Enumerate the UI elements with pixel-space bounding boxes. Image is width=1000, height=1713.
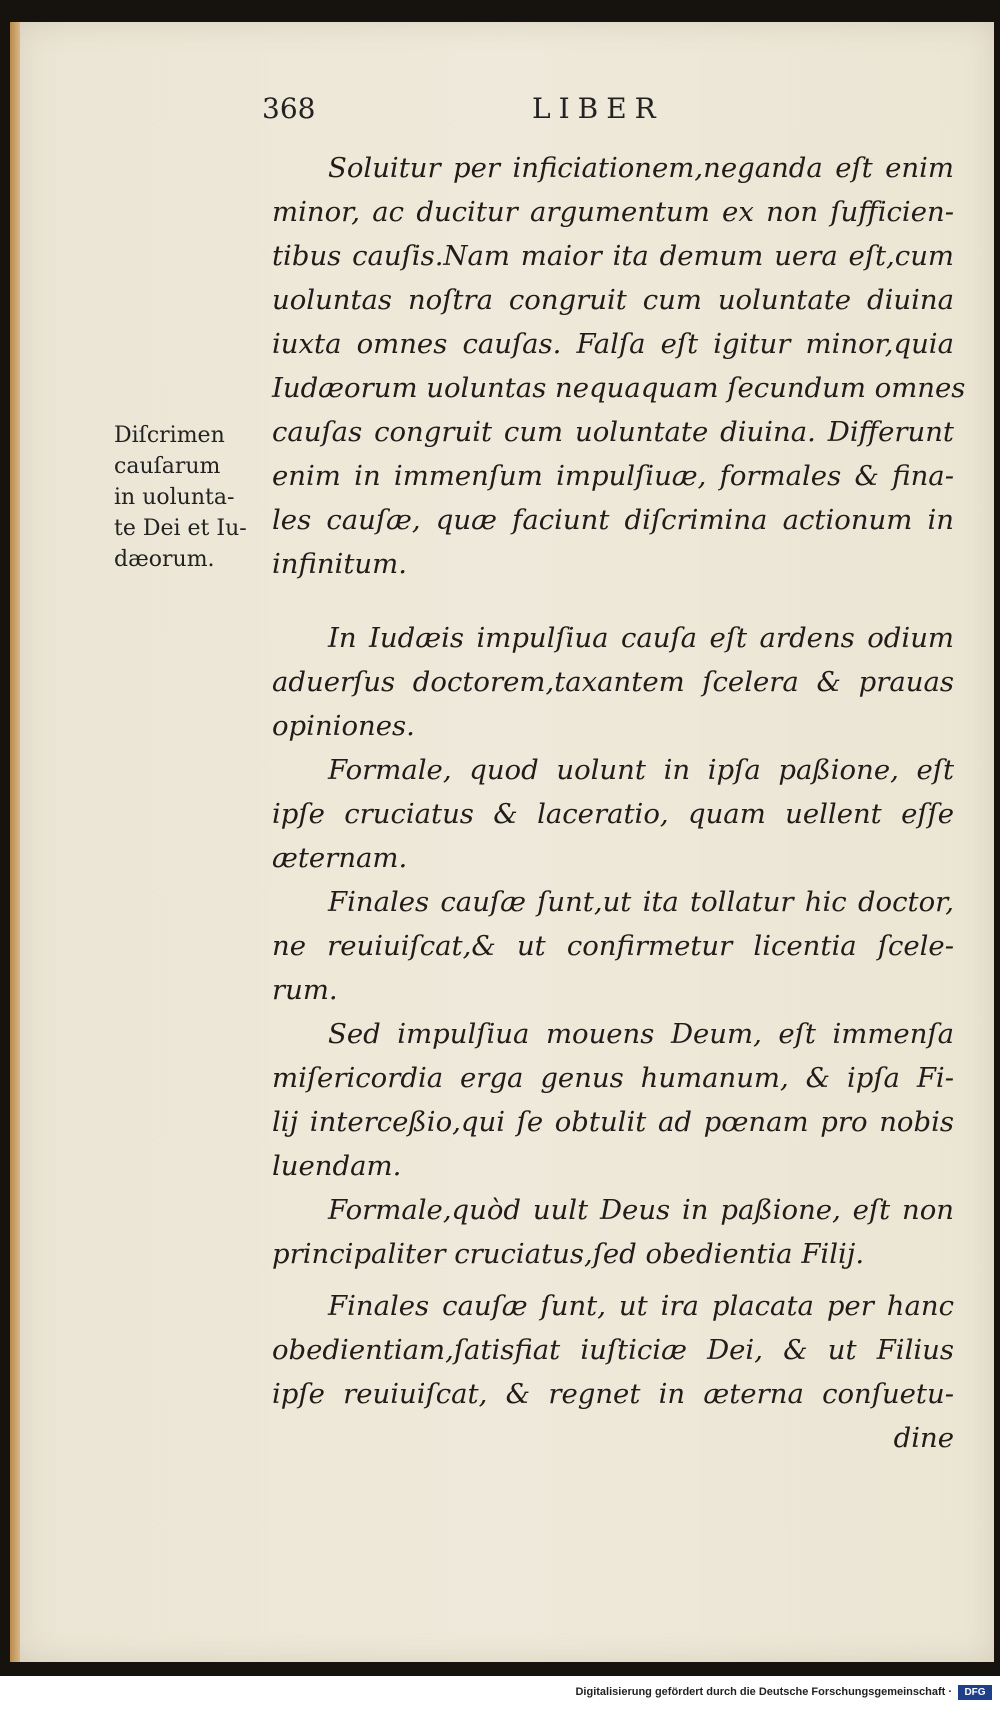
marginal-line: Diſcrimen [114, 423, 225, 448]
text-line: Finales cauſæ ſunt, ut ira placata per hanc [328, 1290, 954, 1322]
text-line: miſericordia erga genus humanum, & ipſa Fi- [272, 1062, 954, 1094]
catchword: dine [893, 1422, 954, 1454]
text-line: lij interceßio,qui ſe obtulit ad pœnam pro nobis [272, 1106, 954, 1138]
text-line: cauſas congruit cum uoluntate diuina. Differunt [272, 416, 954, 448]
text-line: opiniones. [272, 710, 415, 742]
text-line: Formale,quòd uult Deus in paßione, eſt non [328, 1194, 954, 1226]
text-line: æternam. [272, 842, 408, 874]
text-line: ne reuiuiſcat,& ut confirmetur licentia ſcele- [272, 930, 954, 962]
text-line: les cauſæ, quæ faciunt diſcrimina actionum in [272, 504, 954, 536]
paragraph-1 [272, 146, 966, 586]
text-line: uoluntas noſtra congruit cum uoluntate diuina [272, 284, 954, 316]
text-line: tibus cauſis.Nam maior ita demum uera eſt,cum [272, 240, 954, 272]
paragraph-5 [272, 1012, 954, 1188]
main-text [272, 146, 966, 1460]
paragraph-gap [272, 1276, 954, 1284]
marginal-line: cauſarum [114, 454, 221, 479]
text-line: minor, ac ducitur argumentum ex non ſufficien- [272, 196, 954, 228]
text-line: luendam. [272, 1150, 402, 1182]
marginal-line: in uolunta- [114, 485, 235, 510]
text-line: ipſe cruciatus & laceratio, quam uellent eſſe [272, 798, 954, 830]
paragraph-6 [272, 1188, 954, 1276]
text-line: Sed impulſiua mouens Deum, eſt immenſa [328, 1018, 954, 1050]
text-line: Formale, quod uolunt in ipſa paßione, eſt [328, 754, 954, 786]
paragraph-3 [272, 748, 954, 880]
page-number: 368 [262, 92, 316, 125]
paragraph-4 [272, 880, 954, 1012]
marginal-note [114, 420, 274, 575]
dfg-logo: DFG [958, 1685, 992, 1700]
text-line: ipſe reuiuiſcat, & regnet in æterna conſuetu- [272, 1378, 954, 1410]
page-edge [10, 22, 20, 1662]
text-line: In Iudæis impulſiua cauſa eſt ardens odium [328, 622, 954, 654]
text-line: Iudæorum uoluntas nequaquam ſecundum omnes [272, 372, 966, 404]
text-line: rum. [272, 974, 338, 1006]
text-line: Soluitur per inficiationem,neganda eſt enim [328, 152, 954, 184]
marginal-line: te Dei et Iu- [114, 516, 247, 541]
text-line: enim in immenſum impulſiuæ, formales & fina- [272, 460, 954, 492]
paragraph-gap [272, 586, 954, 616]
text-line: Finales cauſæ ſunt,ut ita tollatur hic doctor, [328, 886, 954, 918]
running-head: LIBER [532, 92, 664, 125]
funding-credit: Digitalisierung gefördert durch die Deutsche Forschungsgemeinschaft · [575, 1686, 952, 1698]
text-line: obedientiam,ſatisfiat iuſticiæ Dei, & ut Filius [272, 1334, 954, 1366]
paragraph-2 [272, 616, 954, 748]
page-header [262, 92, 952, 132]
marginal-line: dæorum. [114, 547, 215, 572]
footer-bar [0, 1676, 1000, 1713]
text-line: aduerſus doctorem,taxantem ſcelera & prauas [272, 666, 954, 698]
text-line: principaliter cruciatus,ſed obedientia Filij. [272, 1238, 865, 1270]
paragraph-7 [272, 1284, 954, 1460]
text-line: infinitum. [272, 548, 407, 580]
text-line: iuxta omnes cauſas. Falſa eſt igitur minor,quia [272, 328, 954, 360]
